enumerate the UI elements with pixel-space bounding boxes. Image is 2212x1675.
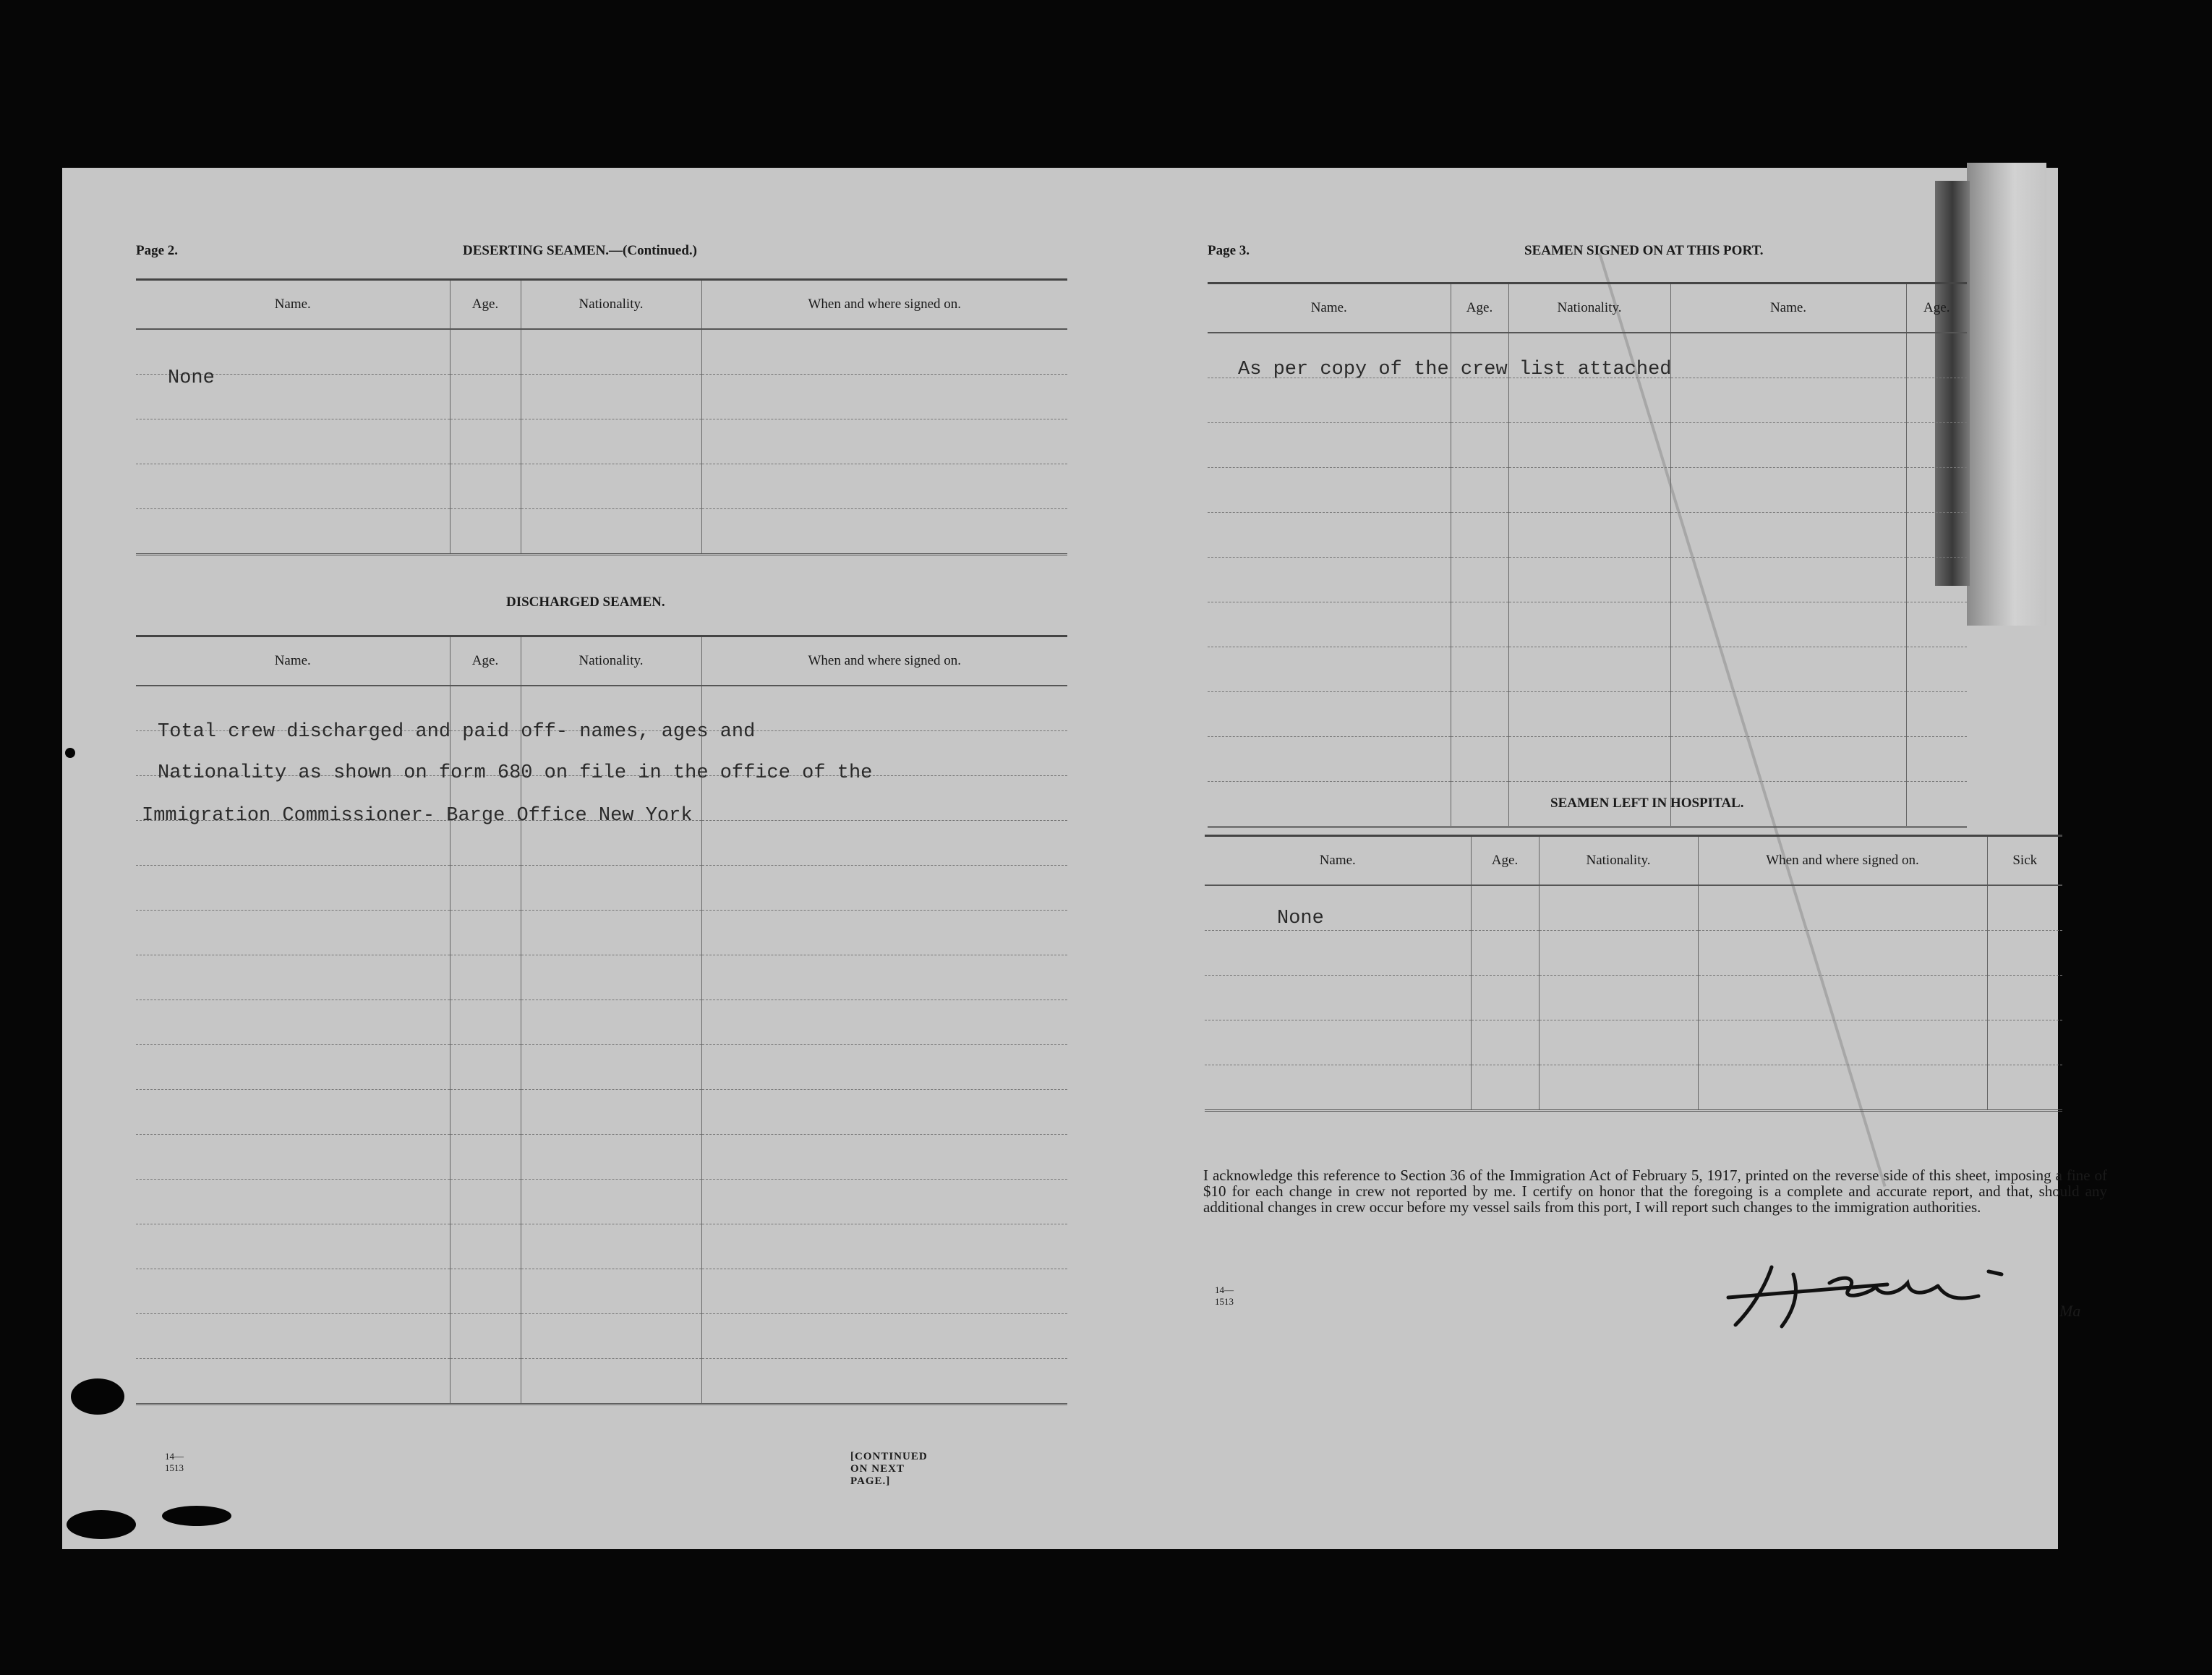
signed-on-entry: As per copy of the crew list attached	[1238, 359, 1672, 380]
discharged-line-3: Immigration Commissioner- Barge Office New York	[142, 805, 693, 827]
table-row	[136, 1180, 1067, 1224]
ink-blot	[162, 1506, 231, 1526]
col-age: Age.	[1471, 836, 1539, 886]
table-row	[136, 329, 1067, 375]
page-label: Page 2.	[136, 243, 179, 258]
table-row	[136, 1314, 1067, 1359]
table-row	[136, 375, 1067, 419]
table-row	[1208, 468, 1967, 513]
discharged-table	[136, 635, 1067, 1405]
page-label: Page 3.	[1208, 243, 1250, 258]
col-signed-on: When and where signed on.	[701, 280, 1067, 330]
signature-title: Ma	[2059, 1302, 2081, 1320]
table-row	[1205, 1065, 2062, 1111]
table-row	[136, 866, 1067, 911]
table-row	[136, 1224, 1067, 1269]
col-sick: Sick	[1987, 836, 2062, 886]
col-nationality: Nationality.	[521, 636, 701, 686]
hospital-entry: None	[1277, 908, 1324, 929]
col-name-2: Name.	[1670, 284, 1906, 333]
table-row	[136, 509, 1067, 555]
table-row	[1208, 602, 1967, 647]
table-row	[1205, 976, 2062, 1020]
col-age-2: Age.	[1906, 284, 1967, 333]
table-row	[136, 821, 1067, 866]
col-age: Age.	[450, 636, 521, 686]
col-name: Name.	[1208, 284, 1451, 333]
table-row	[136, 464, 1067, 509]
col-nationality: Nationality.	[1508, 284, 1670, 333]
deserting-title: DESERTING SEAMEN.—(Continued.)	[463, 243, 697, 258]
discharged-title: DISCHARGED SEAMEN.	[506, 594, 665, 610]
table-row	[1208, 423, 1967, 468]
table-row	[1208, 647, 1967, 692]
table-row	[136, 419, 1067, 464]
table-row	[136, 1359, 1067, 1405]
signed-on-title: SEAMEN SIGNED ON AT THIS PORT.	[1524, 243, 1764, 258]
table-row	[136, 1135, 1067, 1180]
col-nationality: Nationality.	[521, 280, 701, 330]
hospital-table	[1205, 835, 2062, 1112]
table-row	[1208, 692, 1967, 737]
table-row	[1208, 378, 1967, 423]
discharged-line-2: Nationality as shown on form 680 on file in the office of the	[158, 762, 873, 784]
table-row	[136, 955, 1067, 1000]
background-edge	[2075, 376, 2212, 1675]
col-signed-on: When and where signed on.	[701, 636, 1067, 686]
col-name: Name.	[136, 636, 450, 686]
col-name: Name.	[136, 280, 450, 330]
ink-blot	[65, 748, 75, 758]
torn-page-flap	[1967, 163, 2046, 626]
acknowledgement-text: I acknowledge this reference to Section 36 of the Immigration Act of February 5, 1917, printed on the reverse side of this sheet, imposing a fine of $10 for each change in crew not reported by me. I certify on honor that the foregoing is a complete and accurate report, and that, should any additional changes in crew occur before my vessel sails from this port, I will report such changes to the immigration authorities.	[1203, 1167, 2107, 1216]
continued-note: [CONTINUED ON NEXT PAGE.]	[850, 1451, 928, 1487]
table-row	[136, 1090, 1067, 1135]
table-row	[1208, 737, 1967, 782]
col-signed-on: When and where signed on.	[1698, 836, 1987, 886]
form-number: 14—1513	[165, 1451, 184, 1473]
hospital-title: SEAMEN LEFT IN HOSPITAL.	[1550, 796, 1744, 811]
table-row	[1205, 931, 2062, 976]
captain-signature	[1721, 1245, 2025, 1332]
table-row	[1208, 558, 1967, 602]
col-nationality: Nationality.	[1539, 836, 1698, 886]
table-row	[1205, 1020, 2062, 1065]
col-age: Age.	[1451, 284, 1508, 333]
col-age: Age.	[450, 280, 521, 330]
table-row	[136, 911, 1067, 955]
ink-blot	[67, 1510, 136, 1539]
ink-blot	[71, 1378, 124, 1415]
col-name: Name.	[1205, 836, 1471, 886]
deserting-table	[136, 278, 1067, 555]
form-number: 14—1513	[1215, 1284, 1234, 1307]
deserting-entry: None	[168, 367, 215, 389]
table-row	[136, 1269, 1067, 1314]
discharged-line-1: Total crew discharged and paid off- names, ages and	[158, 721, 756, 743]
table-row	[136, 1045, 1067, 1090]
table-row	[136, 1000, 1067, 1045]
table-row	[1208, 513, 1967, 558]
table-row	[1205, 885, 2062, 931]
